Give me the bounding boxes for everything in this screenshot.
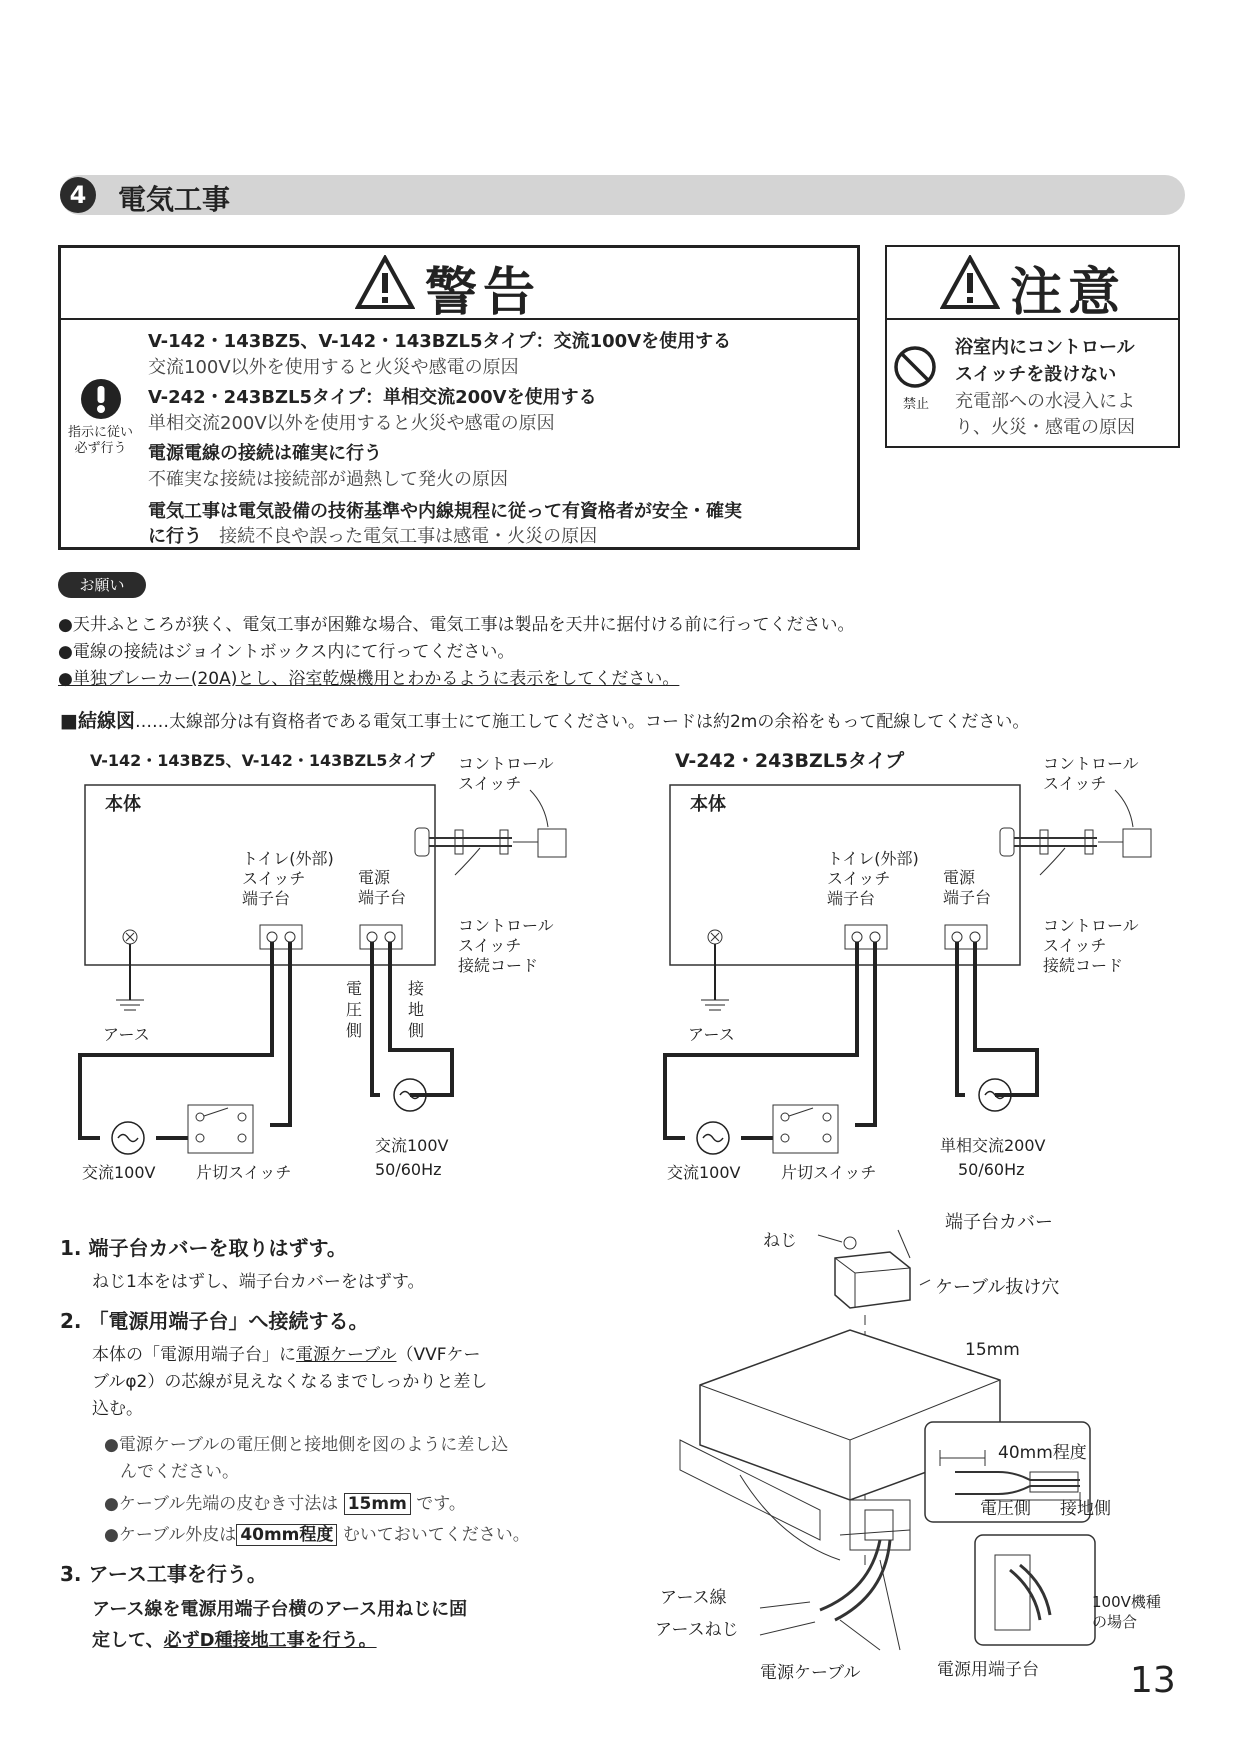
step-3-body-underline: 必ずD種接地工事を行う。 <box>163 1630 377 1651</box>
fig-hole: ケーブル抜け穴 <box>935 1277 1060 1298</box>
caution-head-2: スイッチを設けない <box>955 364 1117 385</box>
left-earth: アース <box>103 1025 150 1044</box>
step-1-title: 1. 端子台カバーを取りはずす。 <box>60 1236 347 1260</box>
prohibited-label: 禁止 <box>903 397 930 412</box>
warning-item-2-head: V-242・243BZL5タイプ：単相交流200Vを使用する <box>148 387 597 408</box>
left-model: V-142・143BZ5、V-142・143BZL5タイプ <box>90 751 435 770</box>
caution-triangle-icon <box>940 255 1000 311</box>
step-2-bullet-2 <box>104 1489 466 1514</box>
fig-earth-screw: アースねじ <box>655 1620 739 1640</box>
request-item-1: ●天井ふところが狭く、電気工事が困難な場合、電気工事は製品を天井に据付ける前に行ってください。 <box>58 615 855 635</box>
fig-voltage-side: 電圧側 <box>980 1499 1031 1519</box>
step-2-body-line3: 込む。 <box>92 1399 143 1419</box>
step-2-bullet-1: ●電源ケーブルの電圧側と接地側を図のように差し込 <box>104 1435 509 1455</box>
right-control-switch: コントロール スイッチ <box>1043 754 1139 793</box>
left-toilet-terminal: トイレ(外部) スイッチ 端子台 <box>242 849 334 908</box>
bullet-3-b: むいておいてください。 <box>342 1525 530 1545</box>
warning-item-3-head: 電源電線の接続は確実に行う <box>148 443 382 464</box>
right-toilet-terminal: トイレ(外部) スイッチ 端子台 <box>827 849 919 908</box>
step-2-body-a: 本体の「電源用端子台」に <box>92 1345 296 1365</box>
step-2-bullet-3 <box>104 1520 530 1545</box>
fig-dim-40: 40mm程度 <box>998 1443 1087 1463</box>
right-cord: コントロール スイッチ 接続コード <box>1043 916 1139 975</box>
warning-item-4-body: 接続不良や誤った電気工事は感電・火災の原因 <box>219 526 598 547</box>
bullet-3-value: 40mm程度 <box>236 1524 337 1546</box>
step-2-bullet-1b: んでください。 <box>120 1462 239 1482</box>
warning-item-4-line1: 電気工事は電気設備の技術基準や内線規程に従って有資格者が安全・確実 <box>148 501 742 522</box>
wiring-diagram-right <box>645 745 1205 1215</box>
step-1-body: ねじ1本をはずし、端子台カバーをはずす。 <box>92 1272 425 1292</box>
left-switch: 片切スイッチ <box>196 1163 292 1182</box>
fig-power-terminal: 電源用端子台 <box>937 1660 1039 1680</box>
bullet-2-b: です。 <box>416 1494 466 1514</box>
left-ground-side: 接 地 側 <box>408 979 425 1040</box>
request-item-3: ●単独ブレーカー(20A)とし、浴室乾燥機用とわかるように表示をしてください。 <box>58 669 680 689</box>
fig-ground-side: 接地側 <box>1060 1499 1111 1519</box>
fig-cover: 端子台カバー <box>945 1212 1053 1233</box>
warning-item-1-head: V-142・143BZ5、V-142・143BZL5タイプ：交流100Vを使用する <box>148 331 732 352</box>
right-switch: 片切スイッチ <box>781 1163 877 1182</box>
warning-item-1-body: 交流100V以外を使用すると火災や感電の原因 <box>148 357 519 378</box>
fig-screw: ねじ <box>763 1231 797 1251</box>
caution-body-1: 充電部への水浸入によ <box>955 391 1135 412</box>
warning-item-4-head-end: に行う <box>148 526 202 547</box>
prohibited-icon <box>893 345 937 389</box>
fig-100v-model: 100V機種 の場合 <box>1092 1593 1161 1631</box>
warning-item-3-body: 不確実な接続は接続部が過熱して発火の原因 <box>148 469 508 490</box>
fig-power-cable: 電源ケーブル <box>760 1663 861 1683</box>
wiring-note: ……太線部分は有資格者である電気工事士にて施工してください。コードは約2mの余裕をもって配線してください。 <box>134 712 1030 732</box>
warning-triangle-icon <box>355 255 415 311</box>
step-2-body-underline: 電源ケーブル <box>296 1345 397 1365</box>
left-control-switch: コントロール スイッチ <box>458 754 554 793</box>
right-hz: 50/60Hz <box>958 1160 1025 1179</box>
fig-dim-15: 15mm <box>965 1340 1020 1360</box>
left-body-label: 本体 <box>105 794 141 815</box>
right-power-terminal: 電源 端子台 <box>943 868 992 907</box>
left-ac-right: 交流100V <box>375 1136 449 1155</box>
right-earth: アース <box>688 1025 735 1044</box>
wiring-heading: ■結線図 <box>60 710 135 732</box>
section-number: 4 <box>60 177 96 213</box>
right-ac-left: 交流100V <box>667 1163 741 1182</box>
left-ac-left: 交流100V <box>82 1163 156 1182</box>
caution-head-1: 浴室内にコントロール <box>955 337 1135 358</box>
left-hz: 50/60Hz <box>375 1160 442 1179</box>
step-2-body-line2: ブルφ2）の芯線が見えなくなるまでしっかりと差し <box>92 1372 488 1392</box>
caution-title: 注意 <box>1010 263 1127 323</box>
right-ac-right: 単相交流200V <box>940 1136 1046 1155</box>
mandatory-label: 指示に従い 必ず行う <box>68 425 134 456</box>
step-3-body-line2 <box>92 1626 377 1652</box>
step-3-body-line1: アース線を電源用端子台横のアース用ねじに固 <box>92 1599 468 1620</box>
warning-item-4-line2 <box>148 522 597 548</box>
bullet-3-a: ●ケーブル外皮は <box>104 1525 237 1545</box>
left-power-terminal: 電源 端子台 <box>358 868 407 907</box>
caution-body-2: り、火災・感電の原因 <box>955 417 1135 438</box>
request-label: お願い <box>58 572 146 598</box>
right-model: V-242・243BZL5タイプ <box>675 750 905 772</box>
left-voltage-side: 電 圧 側 <box>346 979 363 1040</box>
page-number: 13 <box>1130 1660 1176 1701</box>
step-2-title: 2. 「電源用端子台」へ接続する。 <box>60 1309 369 1333</box>
step-3-title: 3. アース工事を行う。 <box>60 1562 267 1586</box>
mandatory-icon <box>80 378 122 420</box>
request-item-2: ●電線の接続はジョイントボックス内にて行ってください。 <box>58 642 515 662</box>
right-body-label: 本体 <box>690 794 726 815</box>
wiring-diagram-left <box>60 745 620 1215</box>
bullet-2-value: 15mm <box>344 1493 411 1515</box>
wiring-heading-line <box>60 706 1029 733</box>
step-2-body-line1 <box>92 1340 481 1365</box>
left-cord: コントロール スイッチ 接続コード <box>458 916 554 975</box>
bullet-2-a: ●ケーブル先端の皮むき寸法は <box>104 1494 339 1514</box>
warning-title: 警告 <box>425 263 542 323</box>
section-title: 電気工事 <box>118 183 231 216</box>
warning-item-2-body: 単相交流200V以外を使用すると火災や感電の原因 <box>148 413 555 434</box>
fig-earth-wire: アース線 <box>660 1588 727 1608</box>
step-3-body-a: 定して、 <box>92 1630 164 1651</box>
step-2-body-b: （VVFケー <box>396 1345 481 1365</box>
